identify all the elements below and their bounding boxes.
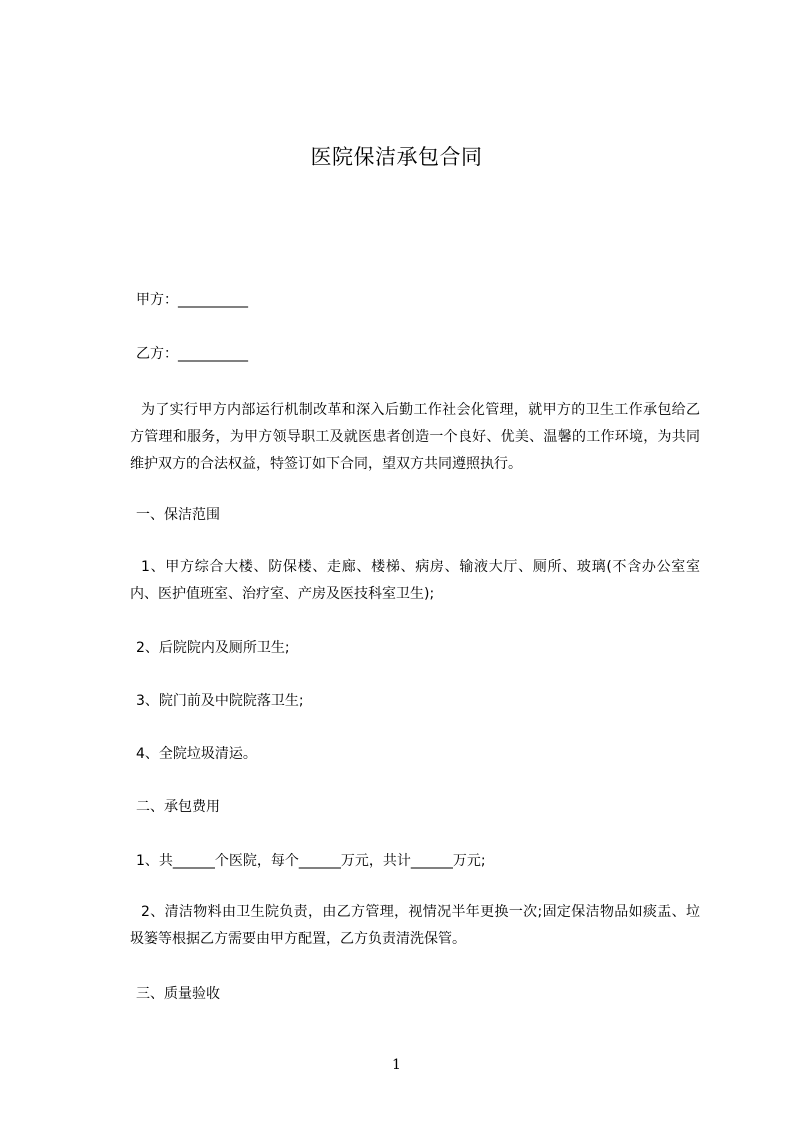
page-number: 1	[392, 1057, 401, 1073]
section1-item1: 1、甲方综合大楼、防保楼、走廊、楼梯、病房、输液大厅、厕所、玻璃(不含办公室室内、医护值班室、治疗室、产房及医技科室卫生);	[130, 559, 700, 602]
section3-heading: 三、质量验收	[136, 986, 220, 1002]
party-b-line: 乙方：__________	[136, 346, 248, 362]
intro-paragraph: 为了实行甲方内部运行机制改革和深入后勤工作社会化管理，就甲方的卫生工作承包给乙方管理和服务，为甲方领导职工及就医患者创造一个良好、优美、温馨的工作环境，为共同维护双方的合法权益，特签订如下合同，望双方共同遵照执行。	[130, 402, 700, 472]
document-title: 医院保洁承包合同	[310, 145, 483, 169]
section1-item2: 2、后院院内及厕所卫生;	[136, 640, 290, 656]
section1-heading: 一、保洁范围	[136, 507, 220, 523]
section2-heading: 二、承包费用	[136, 799, 220, 815]
section2-item2: 2、清洁物料由卫生院负责，由乙方管理，视情况半年更换一次;固定保洁物品如痰盂、垃圾篓等根据乙方需要由甲方配置，乙方负责清洗保管。	[130, 904, 700, 947]
section1-item4: 4、全院垃圾清运。	[136, 746, 257, 762]
section1-item3: 3、院门前及中院院落卫生;	[136, 693, 304, 709]
party-a-line: 甲方：__________	[136, 292, 248, 308]
section2-item1: 1、共______个医院，每个______万元，共计______万元;	[136, 853, 486, 869]
